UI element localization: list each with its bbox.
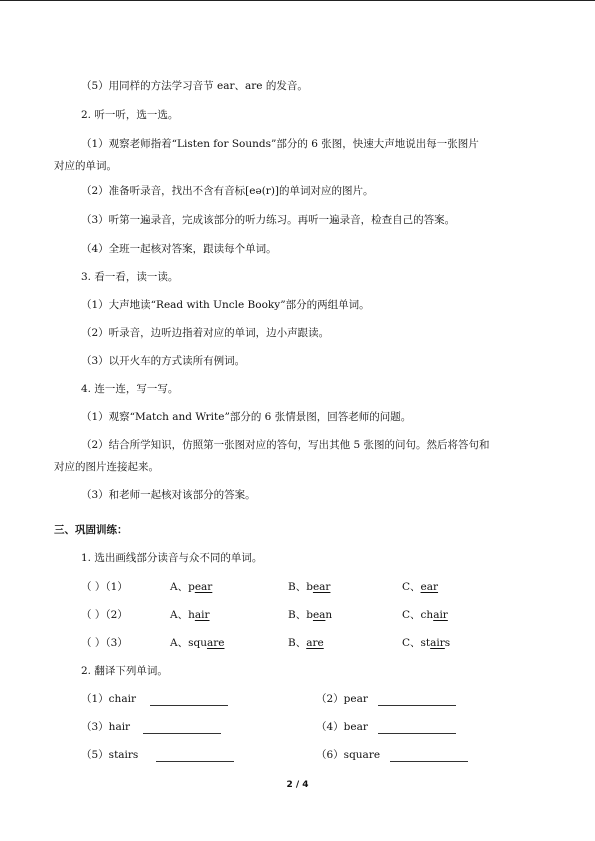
q2-answer-blank-2[interactable] bbox=[378, 705, 456, 706]
q2-item-2: （2）pear bbox=[316, 693, 368, 705]
q1-option-b: B、are bbox=[288, 637, 324, 649]
q1-title: 1. 选出画线部分读音与众不同的单词。 bbox=[81, 552, 263, 564]
q2-answer-blank-6[interactable] bbox=[390, 761, 468, 762]
step-2-4-line: （4）全班一起核对答案，跟读每个单词。 bbox=[81, 243, 277, 255]
step-2-1-line: （1）观察老师指着“Listen for Sounds”部分的 6 张图，快速大声地说出每一张图片 bbox=[81, 138, 479, 150]
q2-answer-blank-4[interactable] bbox=[378, 733, 456, 734]
step-4-3-line: （3）和老师一起核对该部分的答案。 bbox=[81, 489, 256, 501]
q2-item-3: （3）hair bbox=[81, 721, 131, 733]
q1-row-paren: （ ）（1） bbox=[81, 581, 128, 593]
q2-answer-blank-3[interactable] bbox=[143, 733, 221, 734]
page-number: 2 / 4 bbox=[286, 780, 309, 790]
q1-option-c: C、chair bbox=[402, 609, 448, 621]
q1-option-a: A、pear bbox=[170, 581, 213, 593]
q2-item-5: （5）stairs bbox=[81, 749, 139, 761]
step-3-1-line: （1）大声地读“Read with Uncle Booky”部分的两组单词。 bbox=[81, 299, 370, 311]
step-4-1-line: （1）观察“Match and Write”部分的 6 张情景图，回答老师的问题。 bbox=[81, 411, 412, 423]
step-3-3-line: （3）以开火车的方式读所有例词。 bbox=[81, 355, 246, 367]
section-title: 三、巩固训练： bbox=[54, 524, 128, 536]
q2-item-4: （4）bear bbox=[316, 721, 368, 733]
q1-option-c: C、stairs bbox=[402, 637, 451, 649]
step-4-2-line: （2）结合所学知识，仿照第一张图对应的答句，写出其他 5 张图的问句。然后将答句和 bbox=[81, 439, 490, 451]
step-heading-2: 2. 听一听，选一选。 bbox=[81, 109, 179, 121]
q1-option-b: B、bear bbox=[288, 581, 331, 593]
step-3-2-line: （2）听录音，边听边指着对应的单词，边小声跟读。 bbox=[81, 327, 330, 339]
q1-option-b: B、bean bbox=[288, 609, 333, 621]
q2-item-1: （1）chair bbox=[81, 693, 136, 705]
q1-option-a: A、hair bbox=[170, 609, 210, 621]
step-5-line: （5）用同样的方法学习音节 ear、are 的发音。 bbox=[81, 80, 308, 92]
q2-item-6: （6）square bbox=[316, 749, 381, 761]
q1-option-a: A、square bbox=[170, 637, 225, 649]
q1-row-paren: （ ）（2） bbox=[81, 609, 128, 621]
q2-answer-blank-1[interactable] bbox=[150, 705, 228, 706]
q2-title: 2. 翻译下列单词。 bbox=[81, 665, 168, 677]
step-2-1-cont: 对应的单词。 bbox=[54, 160, 117, 172]
header-rule bbox=[0, 0, 595, 1]
q1-row-paren: （ ）（3） bbox=[81, 637, 128, 649]
step-2-3-line: （3）听第一遍录音，完成该部分的听力练习。再听一遍录音，检查自己的答案。 bbox=[81, 214, 456, 226]
step-heading-3: 3. 看一看，读一读。 bbox=[81, 271, 179, 283]
q2-answer-blank-5[interactable] bbox=[156, 761, 234, 762]
step-heading-4: 4. 连一连，写一写。 bbox=[81, 383, 179, 395]
step-4-2-cont: 对应的图片连接起来。 bbox=[54, 461, 159, 473]
step-2-2-line: （2）准备听录音，找出不含有音标[eə(r)]的单词对应的图片。 bbox=[81, 185, 374, 197]
q1-option-c: C、ear bbox=[402, 581, 439, 593]
